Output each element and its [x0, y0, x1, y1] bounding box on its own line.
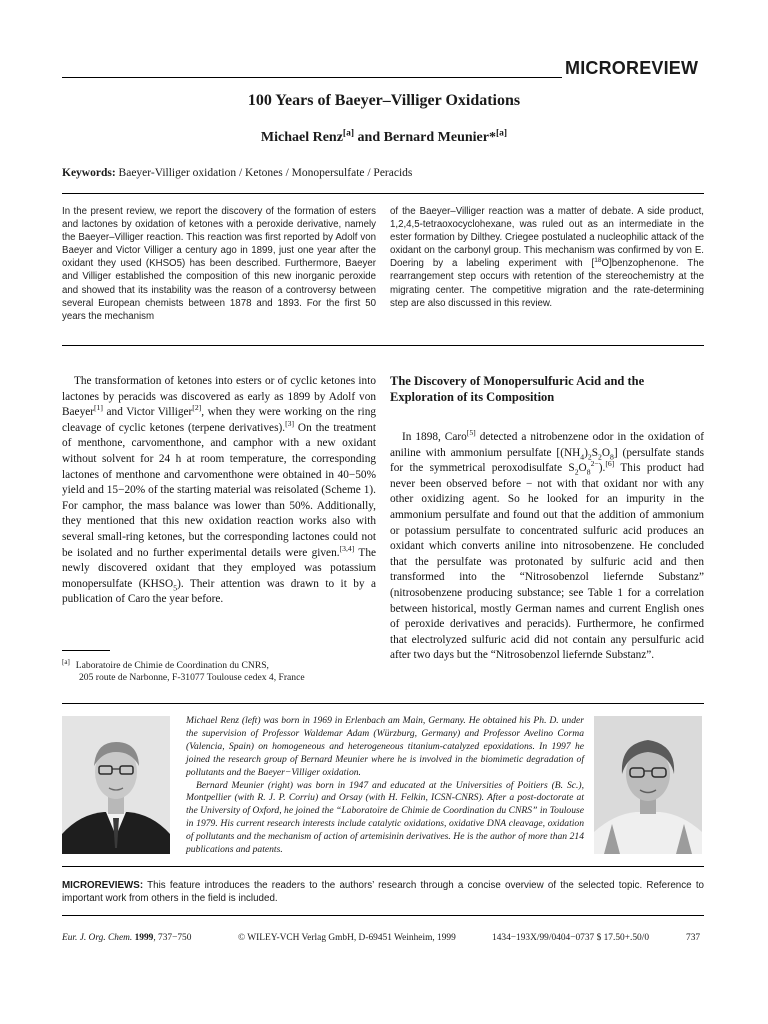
bio-top-rule [62, 703, 704, 704]
author-biographies [186, 715, 584, 857]
citation-ref: [6] [605, 459, 615, 469]
affiliation-mark: [a] [62, 658, 70, 666]
footer-issn: 1434−193X/99/0404−0737 $ 17.50+.50/0 [492, 933, 650, 943]
header-rule [62, 77, 562, 78]
bio-renz: Michael Renz (left) was born in 1969 in Erlenbach am Main, Germany. He obtained his Ph. D. under the supervision of Professor Waldemar Adam (Würzburg, Germany) and Professor Avelino Corma (Valencia, Spain) on homogeneous and heterogeneous titanium-catalyzed epoxidations. In 1997 he joined the research group of Bernard Meunier where he is involved in the biomimetic degradation of pollutants and the Baeyer−Villiger oxidation. [186, 715, 584, 778]
footer-citation [62, 933, 191, 943]
citation-ref: [3] [285, 419, 295, 429]
journal-year: 1999 [134, 933, 154, 943]
journal-pages: , 737−750 [153, 933, 192, 943]
photo-bernard-meunier [594, 716, 702, 854]
citation-ref: [1] [94, 403, 103, 413]
feature-note-text: This feature introduces the readers to the authors’ research through a concise overview of the selected topic. Reference to important work from others in the field is included. [62, 880, 704, 904]
keywords-rule [62, 193, 704, 194]
author-renz-affiliation-mark: [a] [342, 128, 355, 139]
affiliation-footnote: [a] Laboratoire de Chimie de Coordination du CNRS, 205 route de Narbonne, F-31077 Toulouse cedex 4, France [62, 658, 305, 684]
journal-name: Eur. J. Org. Chem. [62, 933, 133, 943]
citation-ref: [3,4] [339, 543, 355, 553]
feature-note [62, 879, 704, 905]
footer-publisher: © WILEY-VCH Verlag GmbH, D-69451 Weinheim, 1999 [238, 933, 456, 943]
author-line [0, 130, 768, 146]
bio-bottom-rule [62, 866, 704, 867]
citation-ref: [2] [192, 403, 202, 413]
keywords-label: Keywords: [62, 167, 116, 179]
abstract-rule [62, 345, 704, 346]
footnote-rule [62, 650, 110, 651]
keywords [62, 167, 704, 179]
intro-paragraph: The transformation of ketones into esters or of cyclic ketones into lactones by peracids was discovered as early as 1899 by Adolf von Baeyer[1] and Victor Villiger[2], when they were working on the ring cleavage of cyclic ketones (terpene derivatives).[3] On the treatment of menthone, carvomenthone, and camphor with a new oxidant without solvent for 24 h at room temperature, the corresponding lactones of menthone and carvomenthone were obtained in 40−50% yield and 15−20% of the starting material was reisolated (Scheme 1). For camphor, the mass balance was lower than 50%. Additionally, they mentioned that this new oxidation reaction works also with several small-ring ketones, but the corresponding lactones could not be isolated and no further experimental details were given.[3,4] The newly discovered oxidant that they employed was potassium monopersulfate $(KHSO_5)$. Their attention was drawn to it by a publication of Caro the year before. [62, 375, 376, 606]
article-title: 100 Years of Baeyer–Villiger Oxidations [247, 92, 521, 109]
discovery-paragraph: In 1898, Caro[5] detected a nitrobenzene odor in the oxidation of aniline with ammonium persulfate $[(NH_4)_2S_2O_8]$ (persulfate stands for the symmetrical peroxodisulfate $S_2O_8^{2-}).[6]$ This product had never been observed before − not with that oxidant nor with any other oxidizing agent. So he looked for an impurity in the ammonium persulfate and found out that the addition of ammonium or potassium persulfate to concentrated sulfuric acid produces an oxidant which converts aniline into nitrosobenzene. He concluded that the persulfate was protonated by sulfuric acid and then transformed into the “Nitrosobenzol liefernde Substanz” (nitrosobenzene producing substance; see Table 1 for a correlation between historical, mostly German names and current English ones of peroxide derivatives and peracids). Furthermore, he confirmed that electrolyzed sulfuric acid did not contain any persulfuric acid after two days but the “Nitrosobenzol liefernde Substanz”. [390, 428, 704, 662]
section-label: MICROREVIEW [565, 58, 699, 78]
section-heading: The Discovery of Monopersulfuric Acid and the Exploration of its Composition [390, 374, 645, 404]
feature-note-label: MICROREVIEWS: [62, 880, 144, 891]
author-meunier-affiliation-mark: [a] [495, 128, 508, 139]
page-number: 737 [686, 933, 701, 943]
abstract-left: In the present review, we report the discovery of the formation of esters and lactones by oxidation of ketones with a peroxide derivative, namely the Baeyer–Villiger reaction. This reaction was first reported by Adolf von Baeyer and Victor Villiger a century ago in 1899, just one year after the oxidant they used (KHSO5) has been described. Furthermore, Baeyer and Villiger established the composition of this new inorganic peroxide and showed that its instability was the reason of a controversy between several European chemists between 1878 and 1893. For the first 50 years the mechanism [62, 206, 376, 322]
citation-ref: [5] [466, 428, 476, 438]
author-renz: Michael Renz [260, 130, 343, 145]
author-join: and [354, 130, 384, 145]
bio-meunier: Bernard Meunier (right) was born in 1947 and educated at the Universities of Poitiers (B. Sc.), Montpellier (with R. J. P. Corriu) and Orsay (with H. Felkin, ICSN-CNRS). After a post-doctorate at the University of Oxford, he joined the “Laboratoire de Chimie de Coordination du CNRS” in Toulouse in 1979. His current research interests include catalytic oxidations, oxidative DNA cleavage, oxidation of pollutants and the mechanism of action of artemisinin derivatives. He is the author of more than 214 publications and patents. [186, 779, 584, 856]
keywords-list: Baeyer-Villiger oxidation / Ketones / Monopersulfate / Peracids [115, 167, 413, 179]
footer-rule [62, 915, 704, 916]
author-meunier: Bernard Meunier* [383, 130, 496, 145]
abstract-right: of the Baeyer–Villiger reaction was a matter of debate. A side product, 1,2,4,5-tetraoxocyclohexane, was ruled out as an intermediate in the ester formation by Dilthey. Criegee postulated a nucleophilic attack of the oxidant on the carbonyl group. This mechanism was confirmed by von E. Doering by a labeling experiment with [$^{18}$O]benzophenone. The rearrangement step occurs with retention of the stereochemistry at the migrating center. The competitive migration and the rate-determining step are also discussed in this review. [390, 206, 704, 309]
photo-michael-renz [62, 716, 170, 854]
